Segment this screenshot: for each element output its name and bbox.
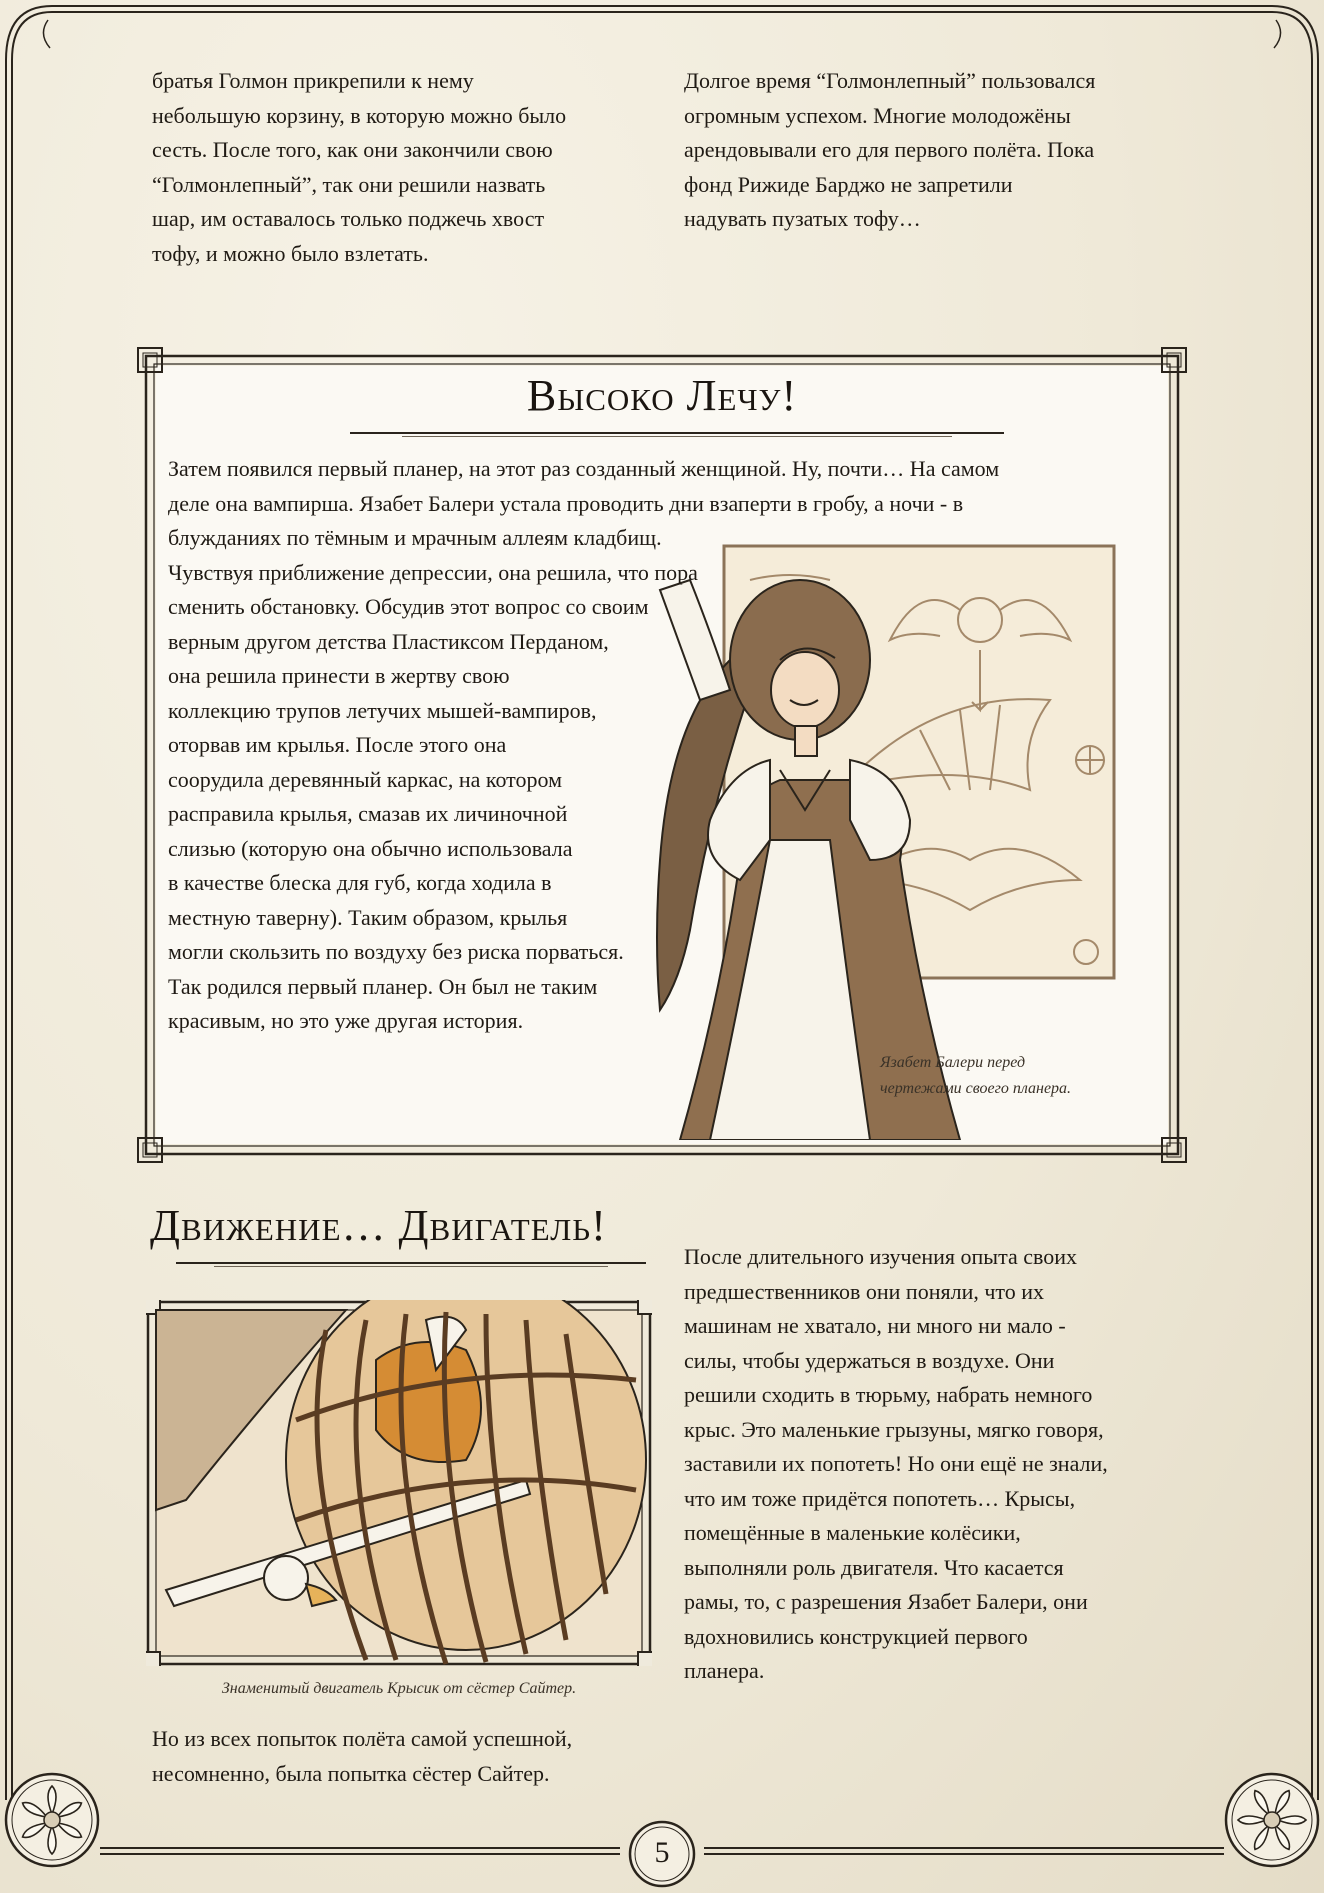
text-line: что им тоже придётся попотеть… Крысы, <box>684 1485 1076 1511</box>
text-line: предшественников они поняли, что их <box>684 1278 1045 1304</box>
section-title-glider: Высоко Лечу! <box>526 371 798 420</box>
section-title-engine: Движение… Двигатель! <box>150 1201 607 1250</box>
text-line: Но из всех попыток полёта самой успешной, <box>152 1726 573 1751</box>
text-line: деле она вампирша. Язабет Балери устала проводить дни взаперти в гробу, а ночи - в <box>168 490 964 516</box>
text-line: “Голмонлепный”, так они решили назвать <box>152 171 546 197</box>
text-line: оторвав им крылья. После этого она <box>168 732 507 757</box>
text-line: силы, чтобы удержаться в воздухе. Они <box>684 1347 1055 1373</box>
text-line: надувать пузатых тофу… <box>684 206 921 231</box>
text-line: в качестве блеска для губ, когда ходила в <box>168 870 552 895</box>
text-line: Чувствуя приближение депрессии, она решила, что пора <box>168 559 698 585</box>
text-line: блужданиях по тёмным и мрачным аллеям кладбищ. <box>168 525 662 550</box>
text-line: Так родился первый планер. Он был не таким <box>168 973 598 999</box>
text-line: крыс. Это маленькие грызуны, мягко говоря, <box>684 1416 1104 1442</box>
caption-line: Язабет Балери перед <box>880 1054 1026 1071</box>
text-line: рамы, то, с разрешения Язабет Балери, они <box>684 1589 1088 1614</box>
text-line: местную таверну). Таким образом, крылья <box>168 904 568 930</box>
text-line: заставили их попотеть! Но они ещё не знали, <box>684 1451 1108 1476</box>
caption-line: чертежами своего планера. <box>880 1080 1072 1097</box>
text-line: шар, им оставалось только поджечь хвост <box>152 206 545 231</box>
text-line: могли скользить по воздуху без риска порваться. <box>168 939 624 964</box>
text-line: арендовывали его для первого полёта. Пока <box>684 137 1095 162</box>
text-line: соорудила деревянный каркас, на котором <box>168 766 562 792</box>
text-line: небольшую корзину, в которую можно было <box>152 102 567 128</box>
text-line: фонд Рижиде Барджо не запретили <box>684 171 1013 197</box>
text-line: машинам не хватало, ни много ни мало - <box>684 1313 1066 1338</box>
text-line: огромным успехом. Многие молодожёны <box>684 102 1071 128</box>
text-line: коллекцию трупов летучих мышей-вампиров, <box>168 697 597 723</box>
text-line: сменить обстановку. Обсудив этот вопрос со своим <box>168 594 649 619</box>
page-number: 5 <box>654 1836 670 1869</box>
text-line: Затем появился первый планер, на этот раз созданный женщиной. Ну, почти… На самом <box>168 456 1000 481</box>
text-line: слизью (которую она обычно использовала <box>168 835 573 861</box>
text-line: тофу, и можно было взлетать. <box>152 240 429 266</box>
text-line: помещённые в маленькие колёсики, <box>684 1520 1021 1545</box>
text-line: сесть. После того, как они закончили свою <box>152 137 553 162</box>
text-line: она решила принести в жертву свою <box>168 663 510 688</box>
text-line: выполняли роль двигателя. Что касается <box>684 1554 1064 1580</box>
text-line: Долгое время “Голмонлепный” пользовался <box>684 68 1096 93</box>
text-line: братья Голмон прикрепили к нему <box>152 68 474 93</box>
text-line: вдохновились конструкцией первого <box>684 1623 1028 1649</box>
text-line: несомненно, была попытка сёстер Сайтер. <box>152 1760 550 1786</box>
text-line: решили сходить в тюрьму, набрать немного <box>684 1382 1093 1407</box>
text-line: верным другом детства Пластиксом Перданом, <box>168 628 609 654</box>
text-line: расправила крылья, смазав их личиночной <box>168 801 568 826</box>
text-line: красивым, но это уже другая история. <box>168 1008 524 1033</box>
engine-caption: Знаменитый двигатель Крысик от сёстер Сайтер. <box>221 1680 577 1697</box>
text-line: планера. <box>684 1658 765 1683</box>
text-line: После длительного изучения опыта своих <box>684 1244 1078 1269</box>
